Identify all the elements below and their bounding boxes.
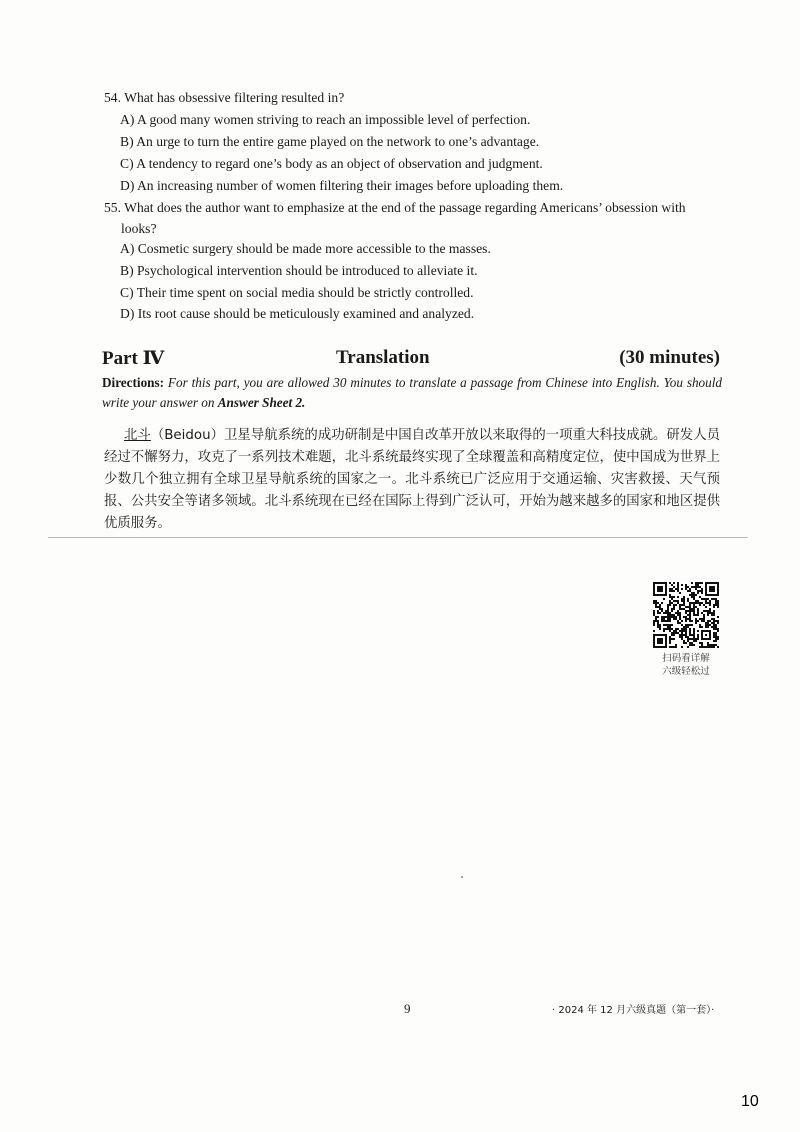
q55-option-c: C) Their time spent on social media should be strictly controlled. — [120, 285, 474, 300]
qr-caption-line1: 扫码看详解 — [662, 653, 710, 664]
q54-option-d: D) An increasing number of women filtering their images before uploading them. — [120, 178, 564, 193]
q54-option-c: C) A tendency to regard one’s body as an object of observation and judgment. — [120, 156, 543, 171]
q54-option-a: A) A good many women striving to reach an impossible level of perfection. — [120, 112, 531, 127]
directions-answer-sheet: Answer Sheet 2 — [217, 395, 303, 410]
part-heading — [102, 347, 720, 373]
qr-caption — [648, 652, 724, 678]
scan-page-number: 10 — [741, 1093, 759, 1110]
translation-passage — [104, 425, 720, 535]
qr-code-icon — [653, 582, 719, 648]
passage-text: （Beidou）卫星导航系统的成功研制是中国自改革开放以来取得的一项重大科技成就。研发人员经过不懈努力，攻克了一系列技术难题，北斗系统最终实现了全球覆盖和高精度定位，使中国成为世界上少数几个独立拥有全球卫星导航系统的国家之一。北斗系统已广泛应用于交通运输、灾害救援、天气预报、公共安全等诸多领域。北斗系统现在已经在国际上得到广泛认可，开始为越来越多的国家和地区提供优质服务。 — [104, 428, 721, 531]
directions-text: For this part, you are allowed 30 minutes to translate a passage from Chinese into English. You should write your answer on — [102, 375, 722, 410]
q55-option-a: A) Cosmetic surgery should be made more accessible to the masses. — [120, 241, 491, 256]
question-55-line1: 55. What does the author want to emphasize at the end of the passage regarding Americans’ obsession with — [104, 200, 686, 215]
directions — [102, 373, 722, 413]
q54-option-b: B) An urge to turn the entire game played on the network to one’s advantage. — [120, 134, 540, 149]
part-time: (30 minutes) — [619, 347, 720, 368]
q55-option-b: B) Psychological intervention should be introduced to alleviate it. — [120, 263, 478, 278]
question-55-line2: looks? — [121, 221, 157, 236]
q55-option-d: D) Its root cause should be meticulously examined and analyzed. — [120, 306, 475, 321]
footer-title: · 2024 年 12 月六级真题（第一套）· — [552, 1005, 715, 1016]
directions-end: . — [302, 395, 306, 410]
part-title: Translation — [336, 347, 430, 368]
page-number: 9 — [404, 1001, 411, 1016]
part-number: Part Ⅳ — [102, 348, 165, 369]
qr-caption-line2: 六级轻松过 — [662, 666, 710, 677]
passage-term: 北斗 — [124, 428, 151, 443]
section-divider — [48, 537, 748, 538]
question-54: 54. What has obsessive filtering resulted in? — [104, 90, 345, 105]
directions-label: Directions: — [102, 375, 165, 390]
speck — [461, 876, 463, 878]
question-55 — [104, 197, 724, 239]
